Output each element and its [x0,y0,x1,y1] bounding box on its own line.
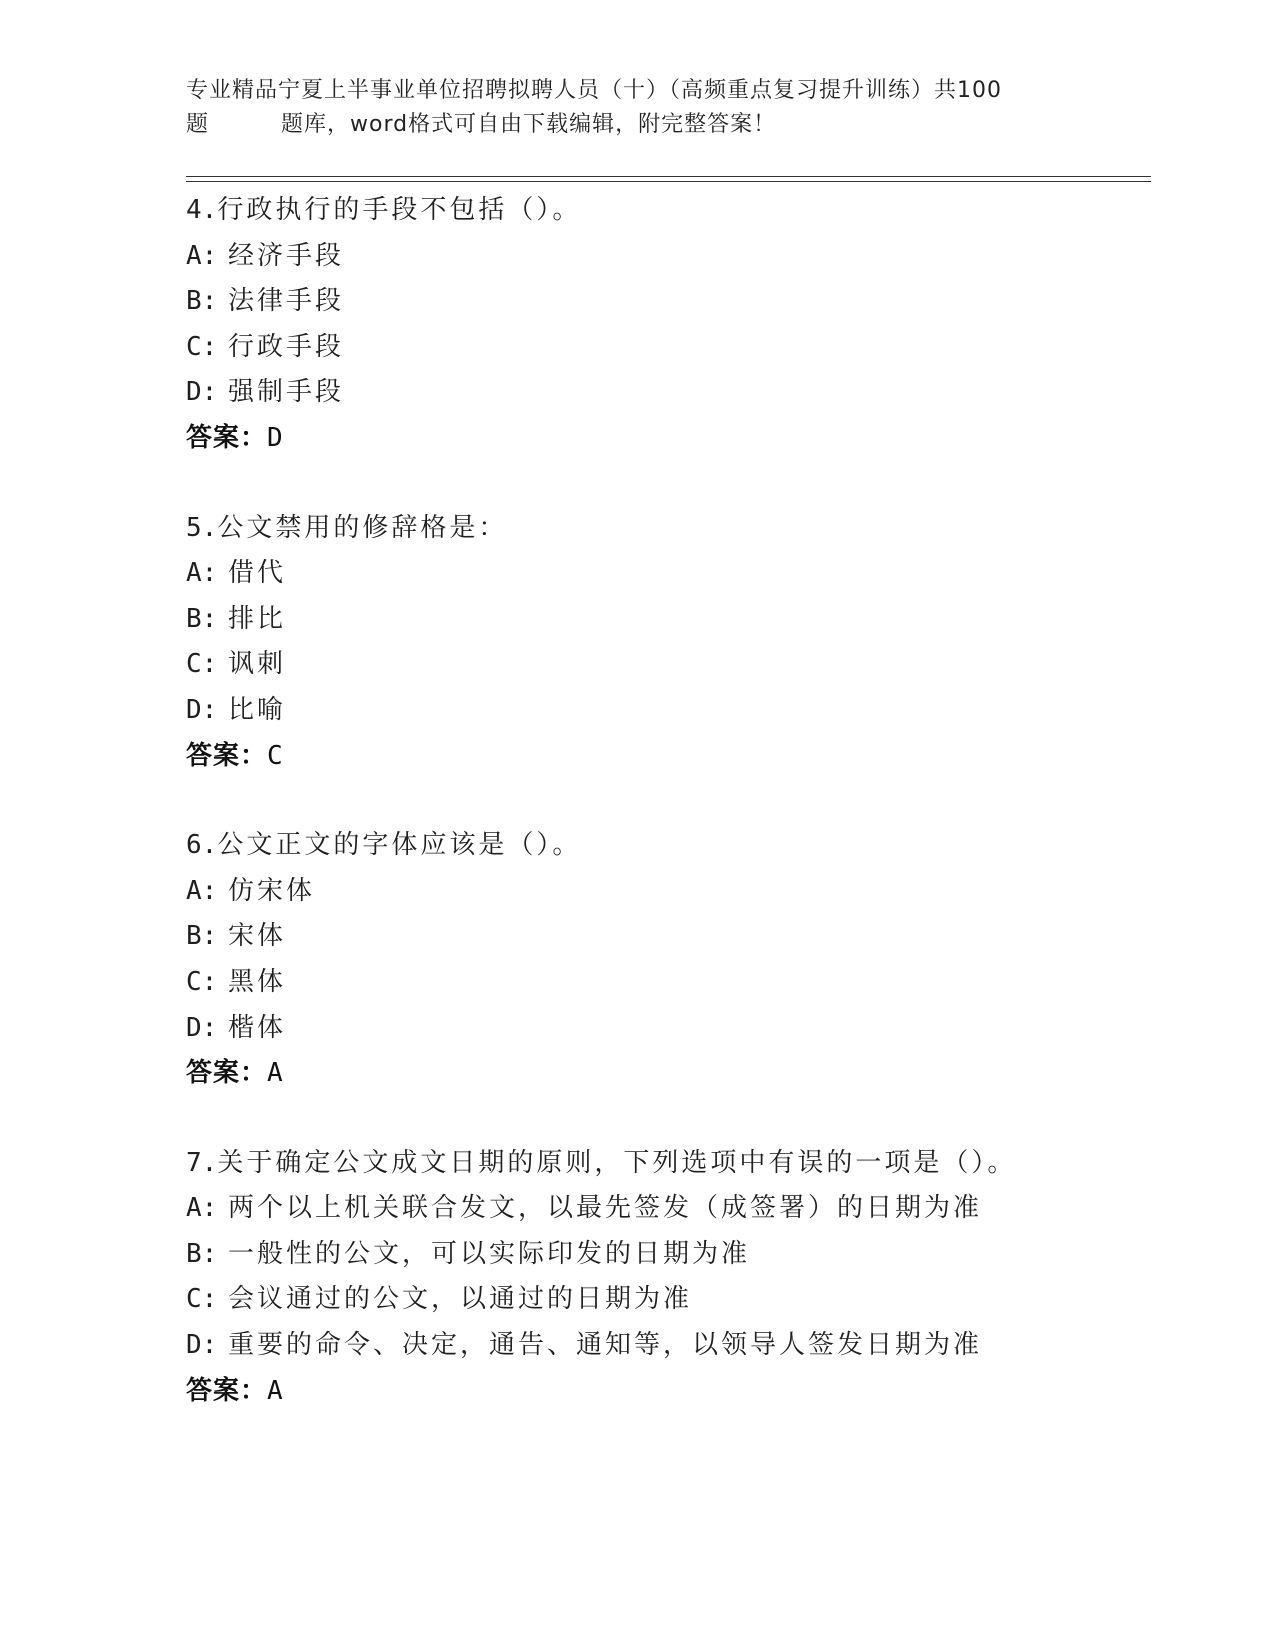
answer-label: 答案： [186,1058,268,1089]
option-letter: C: [186,966,218,997]
option-letter: B: [186,286,218,317]
answer-value: A [267,1058,284,1089]
option-letter: D: [186,377,218,408]
question-stem [186,823,1146,869]
option-text: 会议通过的公文，以通过的日期为准 [228,1284,693,1315]
option-d [186,1006,1146,1052]
header-line-2-start: 题 [186,112,210,137]
option-b [186,1232,1146,1278]
question-item [186,823,1146,1097]
option-c [186,325,1146,371]
question-text: 关于确定公文成文日期的原则，下列选项中有误的一项是（）。 [217,1147,1017,1178]
option-d [186,1323,1146,1369]
option-letter: B: [186,603,218,634]
answer-value: A [267,1375,284,1406]
question-text: 公文禁用的修辞格是： [217,512,508,543]
option-text: 法律手段 [228,286,345,317]
question-number: 5. [186,512,218,543]
option-c [186,960,1146,1006]
option-text: 比喻 [228,694,287,725]
option-a [186,234,1146,280]
header-divider-top [186,176,1151,177]
document-header [186,74,1146,142]
option-letter: C: [186,1284,218,1315]
header-line-2-rest: 题库，word格式可自由下载编辑，附完整答案！ [281,112,777,137]
option-letter: A: [186,558,218,589]
option-a [186,551,1146,597]
option-letter: D: [186,1330,218,1361]
question-number: 7. [186,1147,218,1178]
question-item [186,188,1146,462]
option-letter: A: [186,240,218,271]
answer-value: C [267,740,284,771]
answer-value: D [267,422,284,453]
option-letter: B: [186,1238,218,1269]
question-item [186,1141,1146,1415]
header-line-1: 专业精品宁夏上半事业单位招聘拟聘人员（十）（高频重点复习提升训练）共100 [186,78,1002,103]
question-list [186,188,1146,1458]
option-text: 重要的命令、决定，通告、通知等，以领导人签发日期为准 [228,1330,983,1361]
answer-label: 答案： [186,740,268,771]
header-divider-bottom [186,181,1151,182]
option-text: 排比 [228,603,287,634]
question-stem [186,1141,1146,1187]
option-b [186,597,1146,643]
question-stem [186,506,1146,552]
option-c [186,642,1146,688]
question-text: 公文正文的字体应该是（）。 [217,830,582,861]
option-text: 两个以上机关联合发文，以最先签发（成签署）的日期为准 [228,1193,983,1224]
option-c [186,1277,1146,1323]
answer-line [186,1051,1146,1097]
option-text: 一般性的公文，可以实际印发的日期为准 [228,1238,751,1269]
option-letter: D: [186,1012,218,1043]
option-b [186,914,1146,960]
option-text: 楷体 [228,1012,287,1043]
option-b [186,279,1146,325]
answer-line [186,416,1146,462]
option-text: 黑体 [228,966,287,997]
option-a [186,1186,1146,1232]
option-text: 讽刺 [228,649,287,680]
question-text: 行政执行的手段不包括（）。 [217,195,582,225]
answer-label: 答案： [186,422,268,453]
option-d [186,688,1146,734]
option-d [186,370,1146,416]
option-text: 借代 [228,558,287,589]
option-a [186,869,1146,915]
answer-line [186,1369,1146,1415]
option-text: 宋体 [228,921,287,952]
option-letter: D: [186,694,218,725]
option-letter: C: [186,331,218,362]
answer-line [186,734,1146,780]
header-line-2 [186,108,1146,142]
option-text: 行政手段 [228,331,345,362]
answer-label: 答案： [186,1375,268,1406]
option-letter: A: [186,875,218,906]
question-number: 4. [186,195,218,225]
question-number: 6. [186,830,218,861]
option-text: 仿宋体 [228,875,316,906]
option-text: 经济手段 [228,240,345,271]
option-letter: B: [186,921,218,952]
question-stem [186,188,1146,234]
option-letter: A: [186,1193,218,1224]
option-text: 强制手段 [228,377,345,408]
question-item [186,506,1146,780]
option-letter: C: [186,649,218,680]
